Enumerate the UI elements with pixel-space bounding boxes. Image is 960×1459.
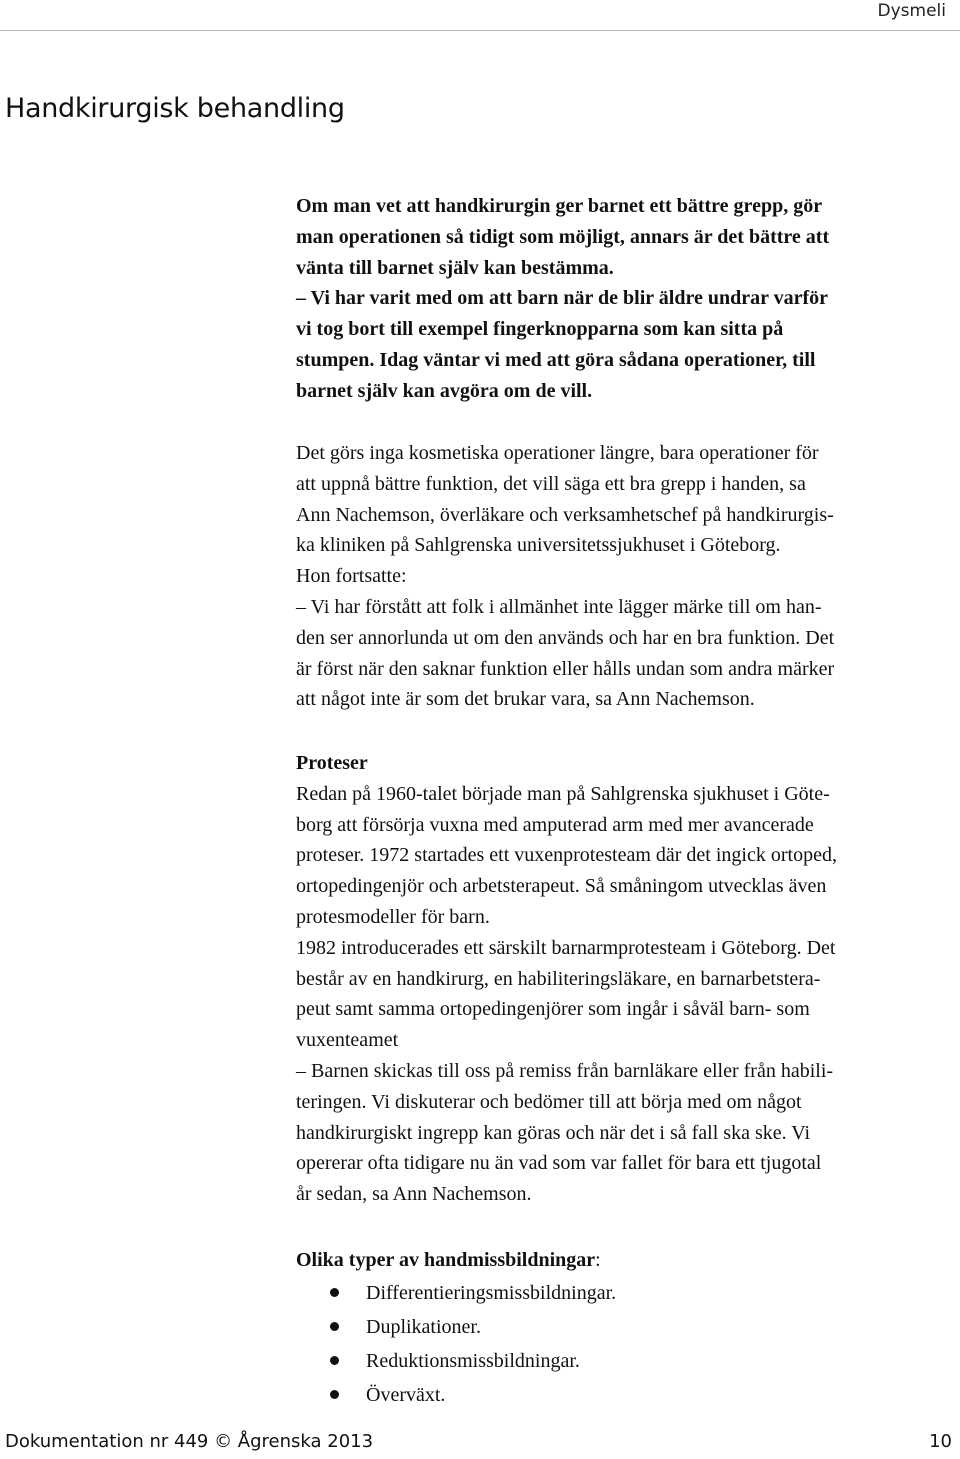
body-line: är först när den saknar funktion eller hålls undan som andra märker xyxy=(296,657,835,680)
types-heading-row xyxy=(296,1245,936,1276)
list-item-label: Duplikationer. xyxy=(366,1316,481,1338)
body-line: vuxenteamet xyxy=(296,1029,399,1052)
body-line: – Vi har förstått att folk i allmänhet inte lägger märke till om han- xyxy=(296,595,822,618)
body-line: består av en handkirurg, en habiliteringsläkare, en barnarbetstera- xyxy=(296,967,821,990)
lead-line: vänta till barnet själv kan bestämma. xyxy=(296,256,614,279)
lead-line: vi tog bort till exempel fingerknopparna som kan sitta på xyxy=(296,318,784,341)
body-line: Det görs inga kosmetiska operationer längre, bara operationer för xyxy=(296,442,819,464)
bullet-icon xyxy=(330,1288,339,1297)
section-heading: Olika typer av handmissbildningar xyxy=(296,1249,596,1271)
body-line: den ser annorlunda ut om den används och har en bra funktion. Det xyxy=(296,626,835,649)
body-line: 1982 introducerades ett särskilt barnarmprotesteam i Göteborg. Det xyxy=(296,936,836,959)
body-line: proteser. 1972 startades ett vuxenprotesteam där det ingick ortoped, xyxy=(296,844,837,867)
body-paragraph xyxy=(296,438,936,715)
body-line: Redan på 1960-talet började man på Sahlgrenska sjukhuset i Göte- xyxy=(296,782,830,805)
body-line: handkirurgiskt ingrepp kan göras och när det i så fall ska ske. Vi xyxy=(296,1121,811,1144)
body-line: år sedan, sa Ann Nachemson. xyxy=(296,1183,532,1206)
footer-credit: Dokumentation nr 449 © Ågrenska 2013 xyxy=(5,1431,374,1452)
body-line: ka kliniken på Sahlgrenska universitetssjukhuset i Göteborg. xyxy=(296,534,781,557)
body-line: Ann Nachemson, överläkare och verksamhetschef på handkirurgis- xyxy=(296,503,834,526)
list-item-label: Överväxt. xyxy=(366,1384,446,1406)
body-line: opererar ofta tidigare nu än vad som var fallet för bara ett tjugotal xyxy=(296,1152,822,1175)
section-heading: Proteser xyxy=(296,752,368,774)
body-line: att uppnå bättre funktion, det vill säga ett bra grepp i handen, sa xyxy=(296,472,806,495)
list-item xyxy=(296,1378,616,1412)
body-line: teringen. Vi diskuterar och bedömer till att börja med om något xyxy=(296,1090,802,1113)
body-line: borg att försörja vuxna med amputerad arm med mer avancerade xyxy=(296,813,814,836)
lead-line: Om man vet att handkirurgin ger barnet ett bättre grepp, gör xyxy=(296,195,823,217)
lead-line: man operationen så tidigt som möjligt, annars är det bättre att xyxy=(296,225,830,248)
body-line: Hon fortsatte: xyxy=(296,565,407,588)
list-item xyxy=(296,1344,616,1378)
body-line: peut samt samma ortopedingenjörer som ingår i såväl barn- som xyxy=(296,998,810,1021)
bullet-icon xyxy=(330,1390,339,1399)
body-line: ortopedingenjör och arbetsterapeut. Så småningom utvecklas även xyxy=(296,875,827,898)
proteser-section xyxy=(296,748,936,1210)
lead-line: – Vi har varit med om att barn när de blir äldre undrar varför xyxy=(296,287,829,310)
list-item-label: Differentieringsmissbildningar. xyxy=(366,1282,617,1304)
heading-colon: : xyxy=(595,1249,601,1271)
bullet-icon xyxy=(330,1356,339,1365)
body-line: att något inte är som det brukar vara, sa Ann Nachemson. xyxy=(296,688,755,711)
malformation-types-list xyxy=(296,1276,616,1412)
header-divider xyxy=(0,30,960,31)
list-item xyxy=(296,1276,616,1310)
list-item-label: Reduktionsmissbildningar. xyxy=(366,1350,580,1372)
body-line: protesmodeller för barn. xyxy=(296,905,490,928)
body-line: – Barnen skickas till oss på remiss från barnläkare eller från habili- xyxy=(296,1059,834,1082)
lead-line: stumpen. Idag väntar vi med att göra sådana operationer, till xyxy=(296,348,816,371)
running-header: Dysmeli xyxy=(877,1,946,21)
lead-paragraph xyxy=(296,191,936,407)
list-item xyxy=(296,1310,616,1344)
page-title: Handkirurgisk behandling xyxy=(5,93,345,124)
lead-line: barnet själv kan avgöra om de vill. xyxy=(296,379,593,402)
bullet-icon xyxy=(330,1322,339,1331)
page-number: 10 xyxy=(929,1431,952,1452)
